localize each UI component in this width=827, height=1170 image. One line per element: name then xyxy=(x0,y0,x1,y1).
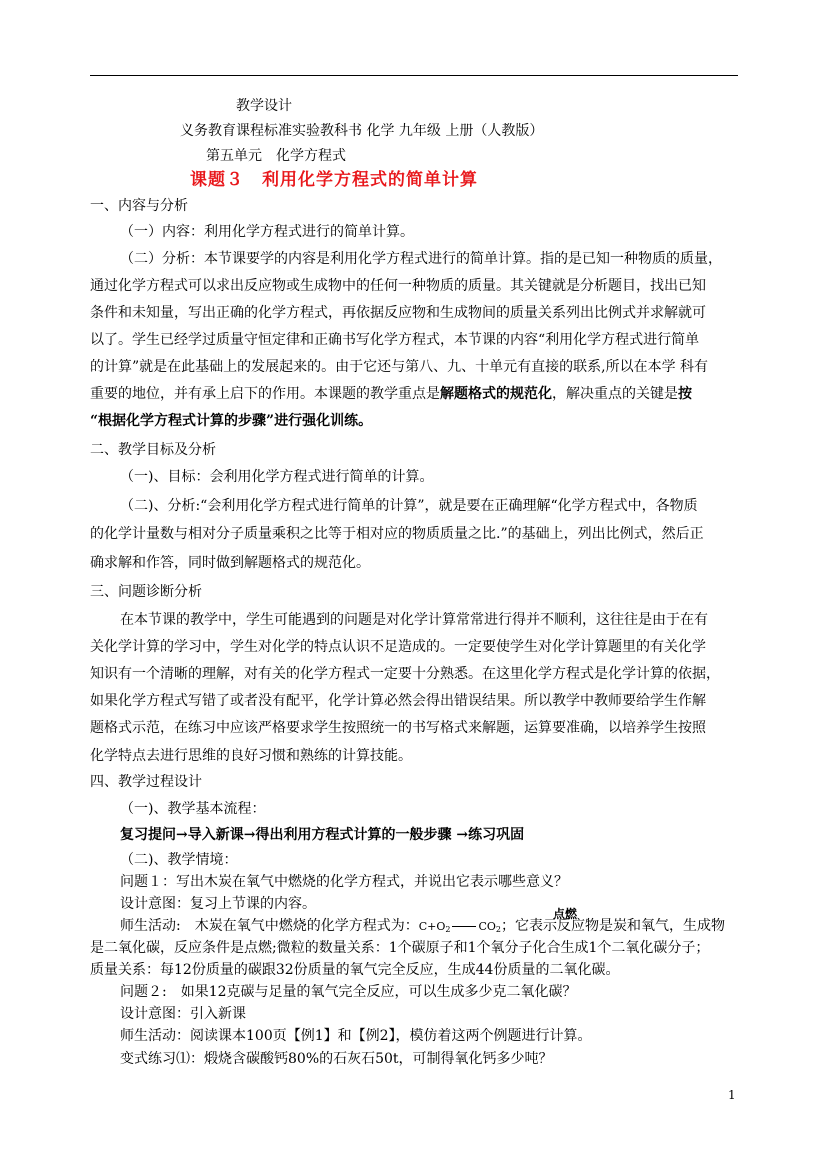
analysis-line-5: 的计算”就是在此基础上的发展起来的。由于它还与第八、九、十单元有直接的联系,所以在本学 科有 xyxy=(90,359,709,375)
diagnosis-line-5: 题格式示范，在练习中应该严格要求学生按照统一的书写格式来解题，运算要准确，以培养学生按照 xyxy=(90,720,706,736)
analysis-line-1: （二）分析：本节课要学的内容是利用化学方程式进行的简单计算。指的是已知一种物质的质量， xyxy=(120,251,722,267)
equation-left: C+O xyxy=(418,920,446,933)
diagnosis-line-6: 化学特点去进行思维的良好习惯和熟练的计算技能。 xyxy=(90,748,412,764)
intent-2: 设计意图：引入新课 xyxy=(120,1006,246,1022)
equation-sub-1: 2 xyxy=(445,925,451,934)
activity-1-line-2: 是二氧化碳，反应条件是点燃;微粒的数量关系：1个碳原子和1个氧分子化合生成1个二氧化碳分子； xyxy=(90,940,710,956)
diagnosis-line-2: 关化学计算的学习中，学生对化学的特点认识不足造成的。一定要使学生对化学计算题里的有关化学 xyxy=(90,639,706,655)
equation-equals-line xyxy=(452,926,476,927)
diagnosis-line-1: 在本节课的教学中，学生可能遇到的问题是对化学计算常常进行得并不顺利，这往往是由于在有 xyxy=(120,612,708,628)
analysis-line-7: “根据化学方程式计算的步骤”进行强化训练。 xyxy=(90,413,373,429)
analysis-text: 重要的地位，并有承上启下的作用。本课题的教学重点是 xyxy=(90,386,440,402)
equation-reactants xyxy=(419,920,451,933)
content-line: （一）内容：利用化学方程式进行的简单计算。 xyxy=(120,224,414,240)
activity-1-line-1 xyxy=(120,916,725,940)
flow-step-derive: 得出利用方程式计算的一般步骤 xyxy=(255,827,452,843)
analysis-line-3: 条件和未知量，写出正确的化学方程式，再依据反应物和生成物间的质量关系列出比例式并求解就可 xyxy=(90,305,706,321)
goal-analysis-line-2: 的化学计量数与相对分子质量乘积之比等于相对应的物质质量之比.”的基础上，列出比例式，然后正 xyxy=(90,526,704,542)
flow-arrow-icon: → xyxy=(456,827,469,843)
header-rule xyxy=(90,75,738,76)
book-label: 义务教育课程标准实验教科书 化学 九年级 上册（人教版） xyxy=(180,123,544,139)
activity-2: 师生活动：阅读课本100页【例1】和【例2】，模仿着这两个例题进行计算。 xyxy=(120,1028,592,1044)
variant-exercise: 变式练习⑴：煅烧含碳酸钙80%的石灰石50t，可制得氧化钙多少吨？ xyxy=(120,1051,553,1067)
activity-1-intro: 师生活动: 木炭在氧气中燃烧的化学方程式为： xyxy=(120,918,419,934)
unit-label: 第五单元 化学方程式 xyxy=(206,148,346,164)
analysis-line-6 xyxy=(90,384,692,404)
flow-step-review: 复习提问 xyxy=(120,827,176,843)
intent-1: 设计意图：复习上节课的内容。 xyxy=(120,896,316,912)
goal-line: （一)、目标：会利用化学方程式进行简单的计算。 xyxy=(120,469,434,485)
goal-analysis-line-1: （二)、分析:“会利用化学方程式进行简单的计算”，就是要在正确理解“化学方程式中，各物质 xyxy=(120,498,698,514)
design-label: 教学设计 xyxy=(236,98,292,114)
key-method-text: 按 xyxy=(678,386,692,402)
page-number: 1 xyxy=(728,1088,736,1102)
situation-label: （二)、教学情境： xyxy=(120,852,238,868)
section-heading-3: 三、问题诊断分析 xyxy=(90,584,202,600)
flow-label: （一)、教学基本流程： xyxy=(120,801,266,817)
goal-analysis-line-3: 确求解和作答，同时做到解题格式的规范化。 xyxy=(90,555,370,571)
section-heading-1: 一、内容与分析 xyxy=(90,198,188,214)
section-heading-4: 四、教学过程设计 xyxy=(90,774,202,790)
reaction-condition: 点燃 xyxy=(553,907,578,921)
key-point-text: 解题格式的规范化 xyxy=(440,386,552,402)
diagnosis-line-3: 知识有一个清晰的理解，对有关的化学方程式一定要十分熟悉。在这里化学方程式是化学计算的依据， xyxy=(90,666,720,682)
analysis-text-mid: ，解决重点的关键是 xyxy=(552,386,678,402)
flow-arrow-icon: → xyxy=(176,827,188,843)
equation-right: CO xyxy=(478,920,496,933)
question-1: 问题１：写出木炭在氧气中燃烧的化学方程式，并说出它表示哪些意义？ xyxy=(120,874,568,890)
analysis-line-2: 通过化学方程式可以求出反应物或生成物中的任何一种物质的质量。其关键就是分析题目，找出已知 xyxy=(90,278,706,294)
flow-step-intro: 导入新课 xyxy=(187,827,244,843)
equation-product xyxy=(478,920,501,933)
analysis-line-4: 以了。学生已经学过质量守恒定律和正确书写化学方程式，本节课的内容“利用化学方程式进行简单 xyxy=(90,332,700,348)
diagnosis-line-4: 如果化学方程式写错了或者没有配平，化学计算必然会得出错误结果。所以教学中教师要给学生作解 xyxy=(90,693,706,709)
flow-step-practice: 练习巩固 xyxy=(468,827,525,843)
activity-1-meaning: ；它表示反应物是炭和氧气，生成物 xyxy=(501,918,725,934)
question-2: 问题２: 如果12克碳与足量的氧气完全反应，可以生成多少克二氧化碳？ xyxy=(120,984,577,1000)
lesson-title: 课题３ 利用化学方程式的简单计算 xyxy=(190,170,478,190)
flow-arrow-icon: → xyxy=(243,827,256,843)
flow-steps xyxy=(120,825,524,845)
equation-sub-2: 2 xyxy=(495,925,501,934)
activity-1-line-3: 质量关系：每12份质量的碳跟32份质量的氧气完全反应，生成44份质量的二氧化碳。 xyxy=(90,962,620,978)
section-heading-2: 二、教学目标及分析 xyxy=(90,442,216,458)
